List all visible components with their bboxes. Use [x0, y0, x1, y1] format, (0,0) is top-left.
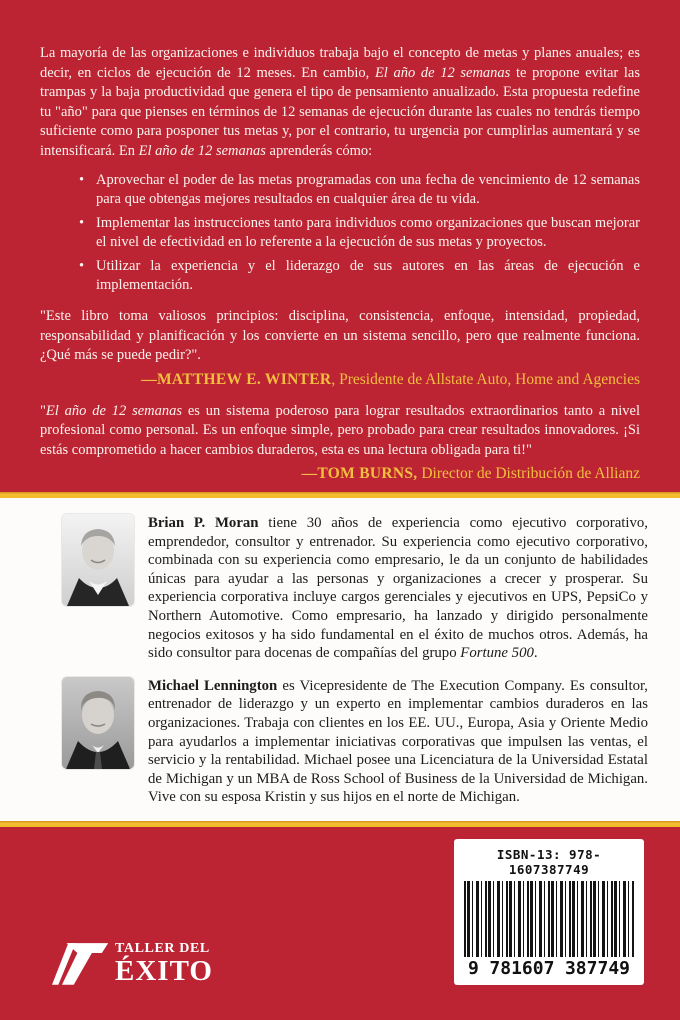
author-photo-brian-moran [62, 514, 134, 606]
footer-section [0, 827, 680, 1020]
bio-text: tiene 30 años de experiencia como ejecutivo corporativo, emprendedor, consultor y entrenador. Su experiencia como ejecutivo corporativo, combinada con su experiencia como empresario, le da un conjunto de habilidades únicas para ayudar a las personas y organizaciones a crecer y prosperar. Su experiencia corporativa incluye cargos gerenciales y ejecutivos en UPS, PepsiCo y Northern Automotive. Como empresario, ha lanzado y dirigido personalmente negocios exitosos y ha sido fundamental en el éxito de muchos otros. Además, ha sido consultor para docenas de compañías del grupo [148, 515, 648, 662]
quote-text: es un sistema poderoso para lograr resultados extraordinarios tanto a nivel profesional como personal. Es un enfoque simple, pero probado para crear resultados innovadores. ¡Si estás comprometido a hacer cambios duraderos, esta es una lectura obligada para ti!" [40, 402, 640, 458]
synopsis-text: aprenderás cómo: [265, 142, 373, 159]
bio-text: . [533, 645, 538, 662]
publisher-logo [52, 940, 213, 986]
isbn-label: ISBN-13: 978-1607387749 [496, 846, 602, 877]
barcode-bars-icon [464, 881, 634, 957]
endorsement-quote-2 [40, 402, 640, 461]
book-title-italic: El año de 12 semanas [374, 64, 511, 81]
barcode-digit-group: 387749 [564, 957, 630, 979]
author-name: Brian P. Moran [148, 515, 259, 531]
author-name: Michael Lennington [148, 677, 278, 694]
list-item: • Aprovechar el poder de las metas programadas con una fecha de vencimiento de 12 semanas para que obtengas mejores resultados en cualquier área de tu vida. [92, 171, 640, 209]
publisher-name [115, 942, 213, 986]
author-bio-text [148, 677, 648, 807]
publisher-name-line2: ÉXITO [115, 955, 213, 987]
barcode-digit-group: 781607 [489, 957, 555, 979]
quote-open: " [40, 402, 46, 419]
barcode-digit-group: 9 [468, 957, 479, 979]
list-item: • Utilizar la experiencia y el liderazgo de sus autores en las áreas de ejecución e implementación. [92, 257, 640, 295]
barcode-digits [464, 958, 634, 979]
author-bio-brian-moran [62, 514, 648, 663]
endorsement-attribution-2 [40, 464, 640, 484]
book-title-italic: El año de 12 semanas [45, 402, 183, 419]
book-title-italic: El año de 12 semanas [138, 142, 266, 159]
bio-text: es Vicepresidente de The Execution Company. Es consultor, entrenador de liderazgo y un experto en implementar cambios duraderos en las organizaciones. Trabaja con clientes en los EE. UU., Europa, Asia y Oriente Medio para ayudarlos a implementar iniciativas corporativas que impulsen las ventas, el servicio y la rentabilidad. Michael posee una Licenciatura de la Universidad Estatal de Michigan y un MBA de Ross School of Business de la Universidad de Michigan. Vive con su esposa Kristin y sus hijos en el norte de Michigan. [148, 677, 649, 806]
benefits-list [40, 171, 640, 295]
endorsement-quote-1: "Este libro toma valiosos principios: disciplina, consistencia, enfoque, intensidad, propiedad, responsabilidad y planificación y los convierte en un sistema sencillo, pero que realmente funciona. ¿Qué más se puede pedir?". [40, 308, 640, 363]
endorser-role: Director de Distribución de Allianz [417, 465, 640, 482]
fortune-500-italic: Fortune 500 [460, 645, 534, 662]
synopsis-text: La mayoría de las organizaciones e individuos trabaja bajo el concepto de metas y planes anuales; es decir, en ciclos de ejecución de 12 meses. En cambio, [40, 45, 640, 81]
synopsis-section [0, 0, 680, 492]
endorsement-attribution-1 [40, 370, 640, 390]
authors-section [0, 498, 680, 821]
author-bio-michael-lennington [62, 677, 648, 807]
endorser-role: , Presidente de Allstate Auto, Home and Agencies [331, 370, 640, 388]
publisher-logo-icon [52, 940, 110, 986]
author-photo-michael-lennington [62, 677, 134, 769]
barcode [454, 839, 644, 985]
synopsis-text: te propone evitar las trampas y la baja productividad que genera el tipo de pensamiento anualizado. Esta propuesta redefine tu "año" para que pienses en términos de 12 semanas de ejecución durante las cuales no tendrás tiempo suficiente como para posponer tus metas y, por el contrario, tu urgencia por cumplirlas aumentará y se intensificará. En [40, 64, 641, 159]
endorser-name: —TOM BURNS, [301, 465, 418, 482]
synopsis-paragraph [40, 44, 640, 161]
list-item: • Implementar las instrucciones tanto para individuos como organizaciones que buscan mejorar el nivel de efectividad en lo referente a la ejecución de sus metas y proyectos. [92, 214, 640, 252]
publisher-name-line1: TALLER DEL [115, 941, 210, 956]
author-bio-text [148, 514, 648, 663]
endorser-name: —MATTHEW E. WINTER [141, 370, 332, 388]
